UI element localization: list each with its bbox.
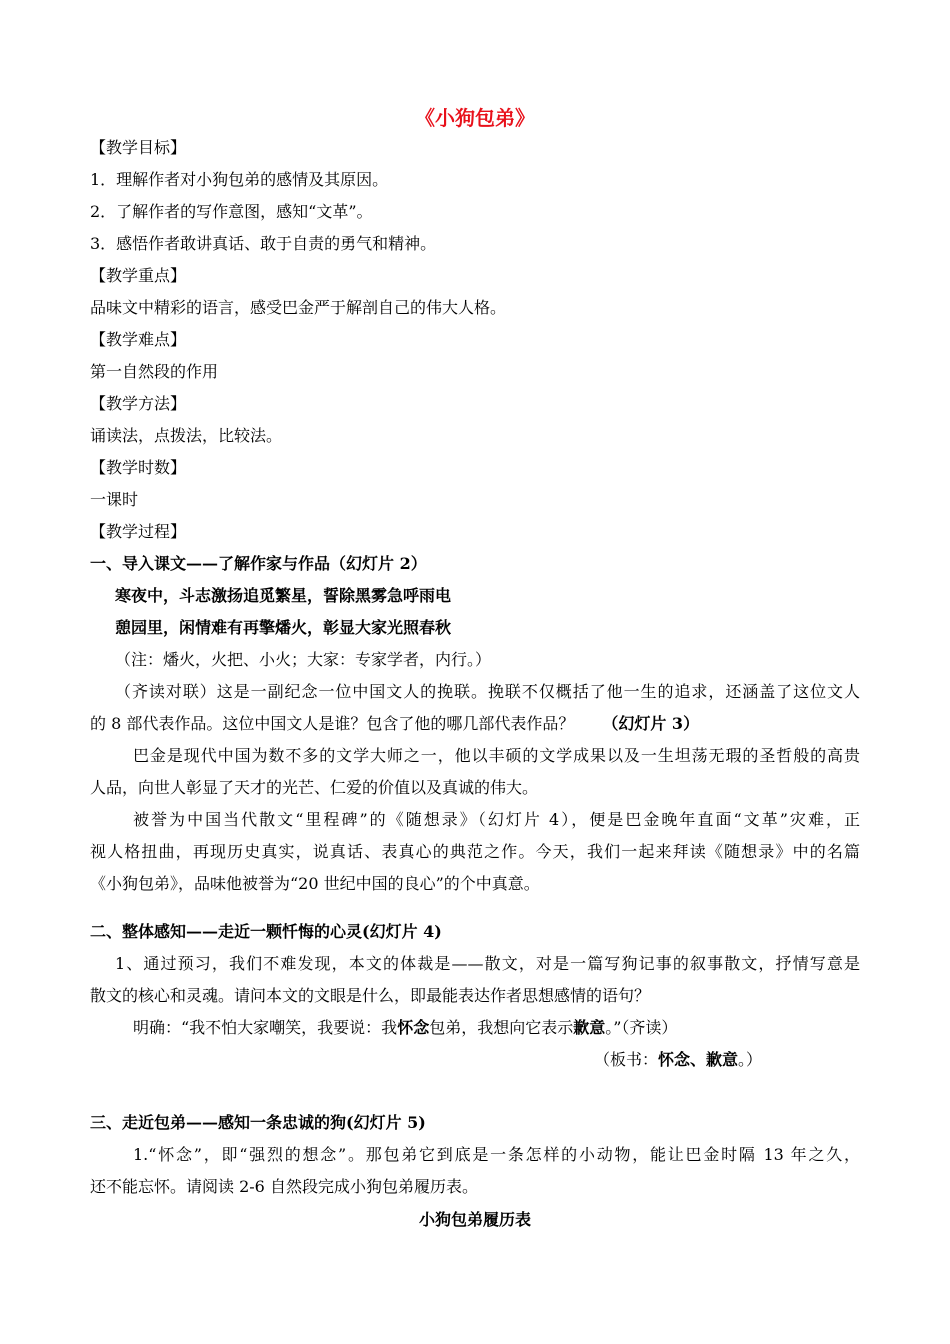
- couplet-note: （注：燔火，火把、小火；大家：专家学者，内行。）: [115, 650, 492, 669]
- resume-table-title: 小狗包弟履历表: [418, 1210, 531, 1229]
- section2-answer: 明确：“我不怕大家嘲笑，我要说：我怀念包弟，我想向它表示歉意。”（齐读）: [133, 1018, 678, 1037]
- essay-paragraph-line-3: 《小狗包弟》，品味他被誉为“20 世纪中国的良心”的个中真意。: [90, 874, 540, 893]
- hours-text: 一课时: [90, 490, 139, 509]
- methods-text: 诵读法，点拨法，比较法。: [90, 426, 283, 445]
- goal-item-3: 3．感悟作者敢讲真话、敢于自责的勇气和精神。: [90, 234, 437, 253]
- intro-paragraph-line-2: 的 8 部代表作品。这位中国文人是谁？包含了他的哪几部代表作品？ （幻灯片 3）: [90, 714, 700, 733]
- slide-3-reference: （幻灯片 3）: [602, 714, 700, 733]
- section3-question-line-1: 1.“怀念”，即“强烈的想念”。那包弟它到底是一条怎样的小动物，能让巴金时隔 13 年之久，: [133, 1145, 860, 1164]
- key-point-heading: 【教学重点】: [90, 266, 187, 285]
- difficulty-heading: 【教学难点】: [90, 330, 187, 349]
- section3-question-line-2: 还不能忘怀。请阅读 2-6 自然段完成小狗包弟履历表。: [90, 1177, 478, 1196]
- section2-question-line-2: 散文的核心和灵魂。请问本文的文眼是什么，即最能表达作者思想感情的语句？: [90, 986, 651, 1005]
- section3-heading: 三、走近包弟——感知一条忠诚的狗(幻灯片 5): [90, 1113, 426, 1132]
- goal-item-1: 1．理解作者对小狗包弟的感情及其原因。: [90, 170, 389, 189]
- methods-heading: 【教学方法】: [90, 394, 187, 413]
- section2-heading: 二、整体感知——走近一颗忏悔的心灵(幻灯片 4): [90, 922, 442, 941]
- process-heading: 【教学过程】: [90, 522, 187, 541]
- section2-question-line-1: 1、通过预习，我们不难发现，本文的体裁是——散文，对是一篇写狗记事的叙事散文，抒情写意是: [115, 954, 860, 973]
- goal-item-2: 2．了解作者的写作意图，感知“文革”。: [90, 202, 373, 221]
- couplet-line-2: 憩园里，闲情难有再擎燔火，彰显大家光照春秋: [115, 618, 452, 637]
- bajin-paragraph-line-2: 人品，向世人彰显了天才的光芒、仁爱的价值以及真诚的伟大。: [90, 778, 539, 797]
- document-title: 《小狗包弟》: [415, 106, 535, 130]
- couplet-line-1: 寒夜中，斗志激扬追觅繁星，誓除黑雾急呼雨电: [115, 586, 452, 605]
- goals-heading: 【教学目标】: [90, 138, 187, 157]
- intro-paragraph-line-1: （齐读对联）这是一副纪念一位中国文人的挽联。挽联不仅概括了他一生的追求，还涵盖了这位文人: [115, 682, 860, 701]
- bajin-paragraph-line-1: 巴金是现代中国为数不多的文学大师之一，他以丰硕的文学成果以及一生坦荡无瑕的圣哲般的高贵: [133, 746, 860, 765]
- blackboard-note: （板书：怀念、歉意。）: [593, 1050, 762, 1069]
- section1-heading: 一、导入课文——了解作家与作品（幻灯片 2）: [90, 554, 427, 573]
- essay-paragraph-line-1: 被誉为中国当代散文“里程碑”的《随想录》（幻灯片 4），便是巴金晚年直面“文革”灾难，正: [133, 810, 860, 829]
- key-point-text: 品味文中精彩的语言，感受巴金严于解剖自己的伟大人格。: [90, 298, 507, 317]
- hours-heading: 【教学时数】: [90, 458, 187, 477]
- difficulty-text: 第一自然段的作用: [90, 362, 219, 381]
- essay-paragraph-line-2: 视人格扭曲，再现历史真实，说真话、表真心的典范之作。今天，我们一起来拜读《随想录》中的名篇: [90, 842, 860, 861]
